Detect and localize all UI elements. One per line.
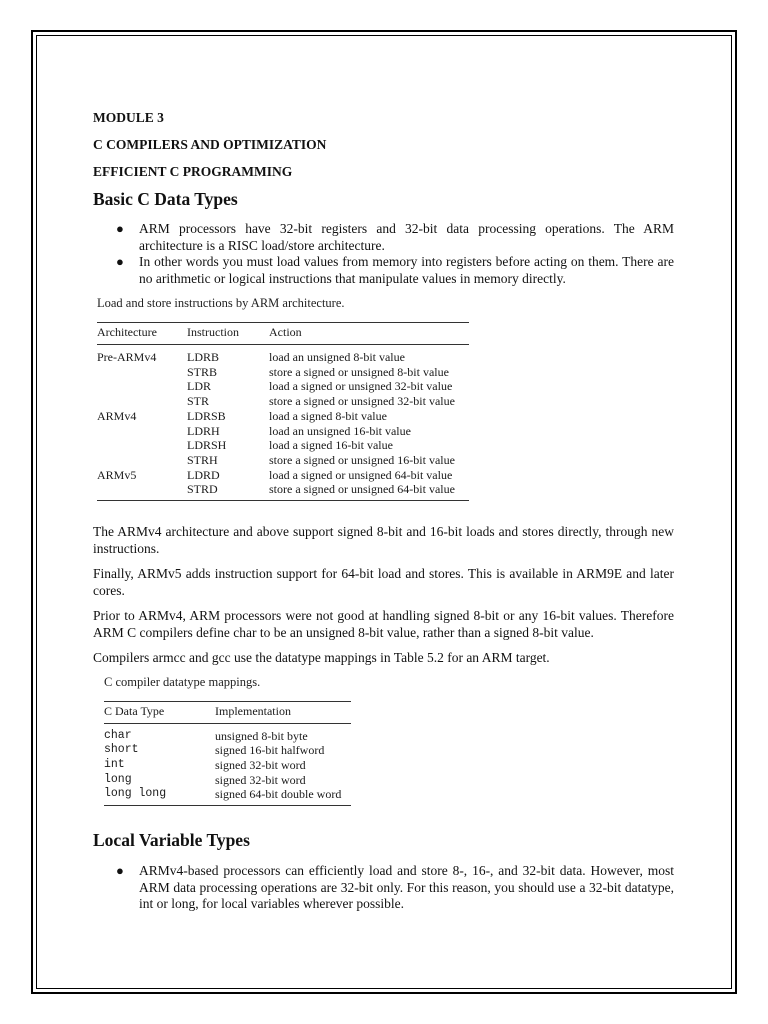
bullet-icon: ● (116, 254, 124, 269)
paragraph-armv4: The ARMv4 architecture and above support signed 8-bit and 16-bit loads and stores directly, through new instructions. (93, 524, 674, 556)
table-caption: Load and store instructions by ARM architecture. (97, 296, 345, 310)
table-row: int signed 32-bit word (104, 757, 306, 772)
column-header: Architecture (97, 323, 187, 345)
subject-heading: C COMPILERS AND OPTIMIZATION (93, 137, 327, 152)
module-heading: MODULE 3 (93, 110, 164, 125)
table-row: STRH store a signed or unsigned 16-bit value (187, 452, 455, 467)
topic-heading: EFFICIENT C PROGRAMMING (93, 164, 293, 179)
document-content (93, 110, 674, 913)
bullet-list-basic-types (93, 221, 674, 287)
column-header: Instruction (187, 323, 269, 345)
list-item: ● ARM processors have 32-bit registers and 32-bit data processing operations. The ARM architecture is a RISC load/store architecture. (116, 221, 674, 253)
datatype-table (104, 701, 351, 807)
table-row: long long signed 64-bit double word (104, 787, 351, 805)
bullet-icon: ● (116, 863, 124, 879)
paragraph-armv5: Finally, ARMv5 adds instruction support for 64-bit load and stores. This is available in ARM9E and later cores. (93, 566, 674, 598)
section-title-basic-types: Basic C Data Types (93, 189, 238, 209)
section-title-local-variables: Local Variable Types (93, 830, 250, 851)
table-row: STRD store a signed or unsigned 64-bit value (97, 482, 469, 500)
table-row: LDRSH load a signed 16-bit value (187, 438, 393, 453)
table-row: Pre-ARMv4 LDRB load an unsigned 8-bit value (97, 350, 405, 364)
paragraph-compilers: Compilers armcc and gcc use the datatype mappings in Table 5.2 for an ARM target. (93, 650, 550, 666)
table-row: STR store a signed or unsigned 32-bit value (187, 394, 455, 409)
list-item: ● In other words you must load values from memory into registers before acting on them. There are no arithmetic or logical instructions that manipulate values in memory directly. (116, 254, 674, 286)
table-row: LDR load a signed or unsigned 32-bit value (187, 379, 453, 394)
bullet-icon: ● (116, 221, 124, 236)
table-row: char unsigned 8-bit byte (104, 728, 308, 743)
bullet-list-local-variables (93, 863, 674, 913)
table-row: ARMv5 LDRD load a signed or unsigned 64-bit value (97, 467, 453, 482)
table-row: short signed 16-bit halfword (104, 743, 325, 758)
column-header: Action (269, 323, 469, 345)
column-header: C Data Type (104, 701, 215, 723)
load-store-table (97, 322, 469, 501)
table-row: LDRH load an unsigned 16-bit value (187, 423, 411, 438)
list-item: ● ARMv4-based processors can efficiently load and store 8-, 16-, and 32-bit data. However, most ARM data processing operations are 32-bit only. For this reason, you should use a 32-bit datatype, int or long, for local variables wherever possible. (116, 863, 674, 912)
table-row: STRB store a signed or unsigned 8-bit value (187, 364, 449, 379)
column-header: Implementation (215, 701, 351, 723)
table-caption: C compiler datatype mappings. (104, 674, 261, 689)
load-store-table-figure (97, 296, 674, 501)
table-row: ARMv4 LDRSB load a signed 8-bit value (97, 408, 387, 423)
paragraph-pre-armv4: Prior to ARMv4, ARM processors were not good at handling signed 8-bit or any 16-bit values. Therefore ARM C compilers define char to be an unsigned 8-bit value, rather than a signed 8-bit value. (93, 608, 674, 640)
datatype-table-figure (104, 675, 674, 807)
table-row: long signed 32-bit word (104, 772, 306, 787)
